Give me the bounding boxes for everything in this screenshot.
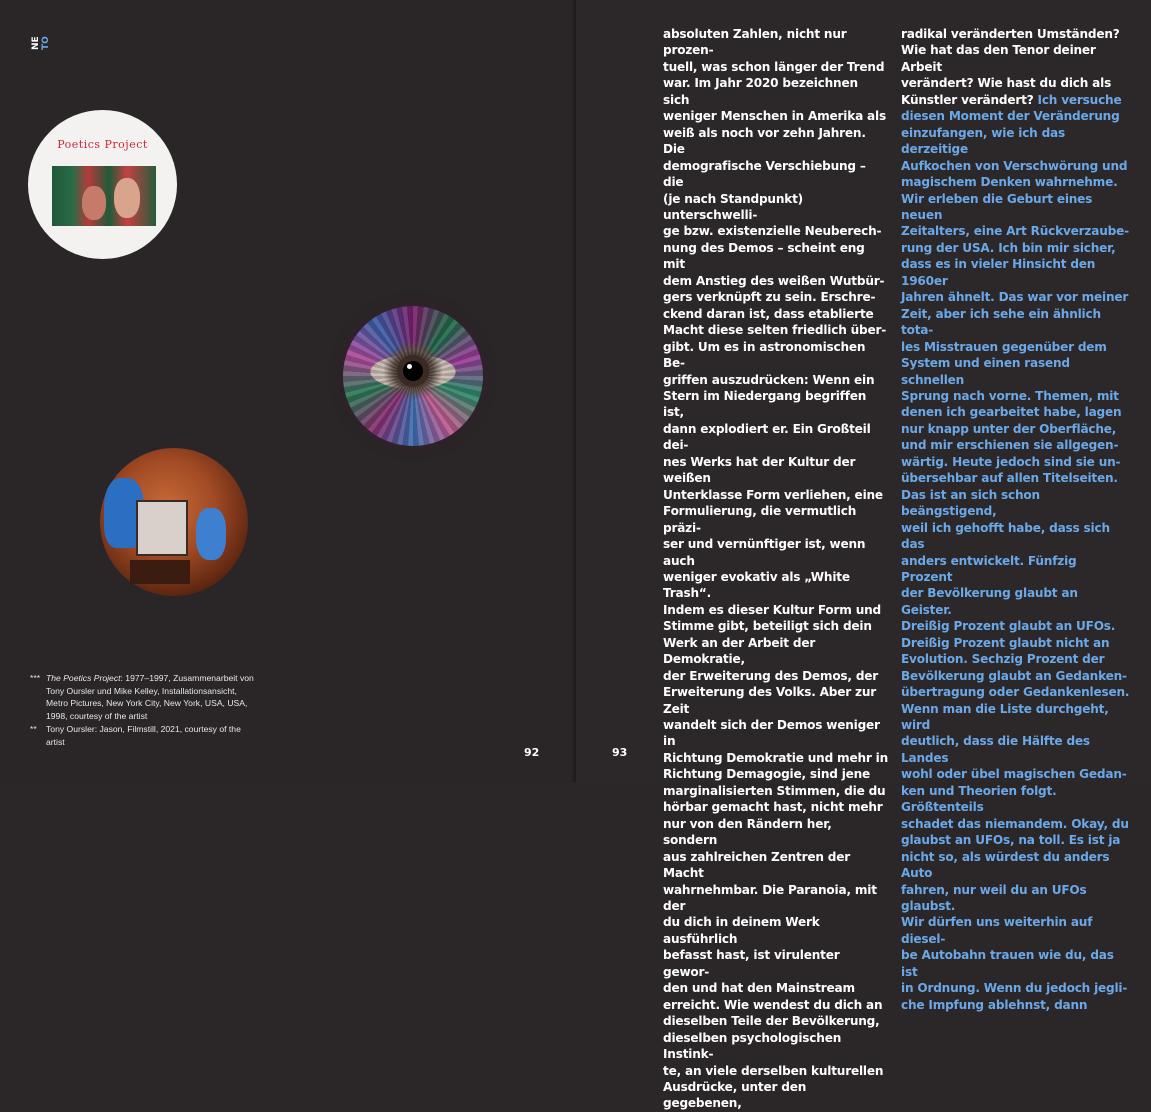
eye-image: [343, 306, 483, 446]
caption-title: The Poetics Project: [46, 673, 121, 683]
caption-text: : 1977–1997, Zusammenarbeit von Tony Oursler und Mike Kelley, Installationsansicht, Metro Pictures, New York City, New York, USA, USA, 1998, courtesy of the artist: [46, 673, 254, 721]
question-text: radikal veränderten Umständen? Wie hat das den Tenor deiner Arbeit verändert? Wie hast du dich als Künstler verändert?: [901, 27, 1120, 107]
section-tag-line1: NE: [31, 36, 41, 50]
blue-figure: [196, 508, 226, 560]
installation-image: [100, 448, 248, 596]
projection-screen: [136, 500, 188, 556]
page-number-right: 93: [612, 746, 628, 759]
answer-text: Ich versuche diesen Moment der Veränderung einzufangen, wie ich das derzeitige Aufkochen von Verschwörung und magischem Denken wahrnehme. Wir erleben die Geburt eines neuen Zeitalters, eine Art Rückverzaube- rung der USA. Ich bin mir sicher, dass es in vieler Hinsicht den 1960er Jahren ähnelt. Das war vor meiner Zeit, aber ich sehe ein ähnlich tota- les Misstrauen gegenüber dem System und einen rasend schnellen Sprung nach vorne. Themen, mit denen ich gearbeitet habe, lagen nur knapp unter der Oberfläche, und mir erschienen sie allgegen- wärtig. Heute jedoch sind sie un- übersehbar auf allen Titelseiten. Das ist an sich schon beängstigend, weil ich gehofft habe, dass sich das anders entwickelt. Fünfzig Prozent der Bevölkerung glaubt an Geister. Dreißig Prozent glaubt an UFOs. Dreißig Prozent glaubt nicht an Evolution. Sechzig Prozent der Bevölkerung glaubt an Gedanken- übertragung oder Gedankenlesen. Wenn man die Liste durchgeht, wird deutlich, dass die Hälfte des Landes wohl oder übel magischen Gedan- ken und Theorien folgt. Größtenteils schadet das niemandem. Okay, du glaubst an UFOs, na toll. Es ist ja nicht so, als würdest du anders Auto fahren, nur weil du an UFOs glaubst. Wir dürfen uns weiterhin auf diesel- be Autobahn trauen wie du, das ist in Ordnung. Wenn du jedoch jegli- che Impfung ablehnst, dann: [901, 92, 1130, 1012]
image-captions: [30, 672, 260, 750]
caption-text: Tony Oursler: Jason, Filmstill, 2021, courtesy of the artist: [46, 724, 241, 747]
caption-mark: ***: [30, 673, 41, 683]
poetics-project-sign: Poetics Project: [57, 138, 148, 151]
table-shape: [130, 560, 190, 584]
caption: [30, 672, 260, 722]
section-tag: [31, 28, 51, 52]
poetics-project-image: [28, 110, 177, 259]
text-column-1: [663, 26, 888, 1112]
eye-glint: [407, 364, 412, 369]
text-column-2: [901, 26, 1131, 1013]
poetics-photo: [52, 166, 156, 226]
left-page: [0, 0, 575, 782]
portrait-figure: [114, 178, 140, 218]
section-tag-line2: TO: [41, 36, 51, 50]
eye-pupil: [403, 361, 423, 381]
portrait-figure: [82, 186, 106, 220]
body-text: absoluten Zahlen, nicht nur prozen- tuell, was schon länger der Trend war. Im Jahr 2020 bezeichnen sich weniger Menschen in Amerika als weiß als noch vor zehn Jahren. Die demografische Verschiebung – die (je nach Standpunkt) unterschwelli- ge bzw. existenzielle Neuberech- nung des Demos – scheint eng mit dem Anstieg des weißen Wutbür- gers verknüpft zu sein. Erschre- ckend daran ist, dass etablierte Macht diese selten friedlich über- gibt. Um es in astronomischen Be- griffen auszudrücken: Wenn ein Stern im Niedergang begriffen ist, dann explodiert er. Ein Großteil dei- nes Werks hat der Kultur der weißen Unterklasse Form verliehen, eine Formulierung, die vermutlich präzi- ser und vernünftiger ist, wenn auch weniger evokativ als „White Trash“. Indem es dieser Kultur Form und Stimme gibt, beteiligt sich dein Werk an der Arbeit der Demokratie, der Erweiterung des Demos, der Erweiterung des Volks. Aber zur Zeit wandelt sich der Demos weniger in Richtung Demokratie und mehr in Richtung Demagogie, sind jene marginalisierten Stimmen, die du hörbar gemacht hast, nicht mehr nur von den Rändern her, sondern aus zahlreichen Zentren der Macht wahrnehmbar. Die Paranoia, mit der du dich in deinem Werk ausführlich befasst hast, ist virulenter gewor- den und hat den Mainstream erreicht. Wie wendest du dich an dieselben Teile der Bevölkerung, dieselben psychologischen Instink- te, an viele derselben kulturellen Ausdrücke, unter den gegebenen,: [663, 27, 888, 1111]
page-number-left: 92: [524, 746, 540, 759]
caption: [30, 723, 260, 748]
caption-mark: **: [30, 724, 37, 735]
